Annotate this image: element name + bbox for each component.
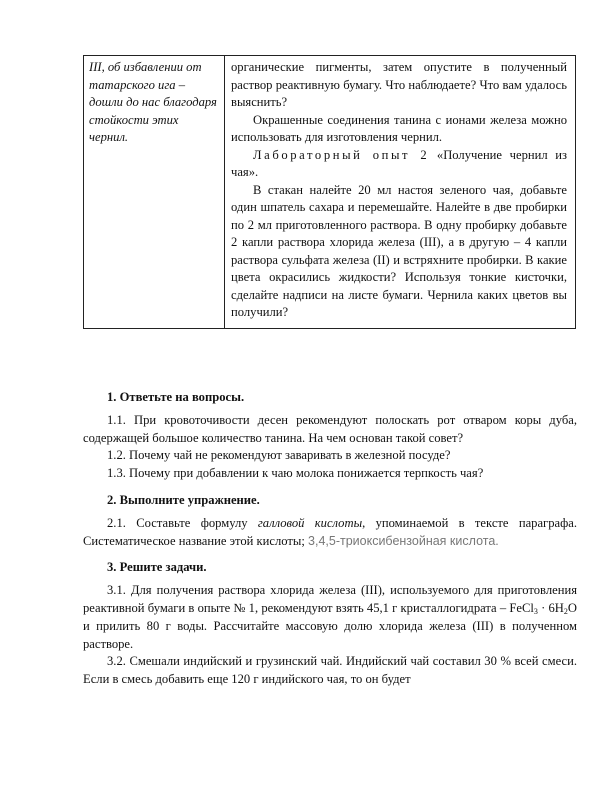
section-3-heading: 3. Решите задачи. — [107, 560, 207, 575]
left-cell-text: III, об избавлении от татарского ига – дошли до нас благодаря стойкости этих чернил. — [89, 60, 217, 144]
table-paragraph-1: органические пигменты, затем опустите в полученный раствор реактивную бумагу. Что наблюдаете? Что вам удалось выяснить? — [231, 60, 567, 109]
table-paragraph-3: В стакан налейте 20 мл настоя зеленого чая, добавьте один шпатель сахара и перемешайте. Налейте в две пробирки по 2 мл приготовленного раствора. В одну пробирку добавьте 2 капли раствора хлорида железа (III), а в другую – 4 капли раствора сульфата железа (II) и встряхните пробирки. В какие цвета окрасились жидкости? Используя тонкие кисточки, сделайте надписи на листе бумаги. Чернила каких цветов вы получили? — [231, 182, 567, 319]
exercise-2-1 — [83, 515, 577, 551]
exercise-text-b: , упоминаемой в тексте параграфа. Систематическое название этой кислоты; — [83, 515, 577, 548]
table-right-cell — [225, 56, 576, 329]
gallic-acid-term: галловой кислоты — [257, 515, 363, 530]
table-row — [84, 56, 576, 329]
question-1-1: 1.1. При кровоточивости десен рекомендуют полоскать рот отваром коры дуба, содержащей большое количество танина. На чем основан такой совет? — [83, 412, 577, 445]
document-body — [83, 380, 577, 689]
question-1-3: 1.3. Почему при добавлении к чаю молока понижается терпкость чая? — [107, 466, 484, 481]
problem-3-1-text-a: 3.1. Для получения раствора хлорида железа (III), используемого для приготовления реактивной бумаги в опыте № 1, рекомендуют взять 45,1 г кристаллогидрата – FeCl — [83, 583, 577, 615]
lab-title-spaced: Лабораторный опыт 2 — [253, 147, 430, 162]
subscript-2: 2 — [563, 606, 568, 616]
exercise-text-a: 2.1. Составьте формулу — [107, 515, 258, 530]
lab-table — [83, 55, 576, 329]
subscript-3: 3 — [533, 606, 538, 616]
table-left-cell — [84, 56, 225, 329]
question-1-2: 1.2. Почему чай не рекомендуют заваривать в железной посуде? — [107, 448, 451, 463]
section-1-heading: 1. Ответьте на вопросы. — [107, 390, 245, 404]
lab-experiment-title — [231, 147, 567, 182]
problem-3-1 — [83, 582, 577, 653]
problem-3-2: 3.2. Смешали индийский и грузинский чай. Индийский чай составил 30 % всей смеси. Если в смесь добавить еще 120 г индийского чая, то он будет — [83, 654, 577, 687]
problem-3-1-text-c: O и прилить 80 г воды. Рассчитайте массовую долю хлорида железа (III) в полученном растворе. — [83, 600, 578, 651]
lab-title-rest: «Получение чернил из чая». — [231, 147, 567, 179]
problem-3-1-text-b: · 6H — [537, 600, 564, 615]
table-paragraph-2: Окрашенные соединения танина с ионами железа можно использовать для изготовления чернил. — [231, 112, 567, 144]
systematic-name: 3,4,5-триоксибензойная кислота. — [308, 533, 499, 548]
section-2-heading: 2. Выполните упражнение. — [107, 492, 260, 507]
